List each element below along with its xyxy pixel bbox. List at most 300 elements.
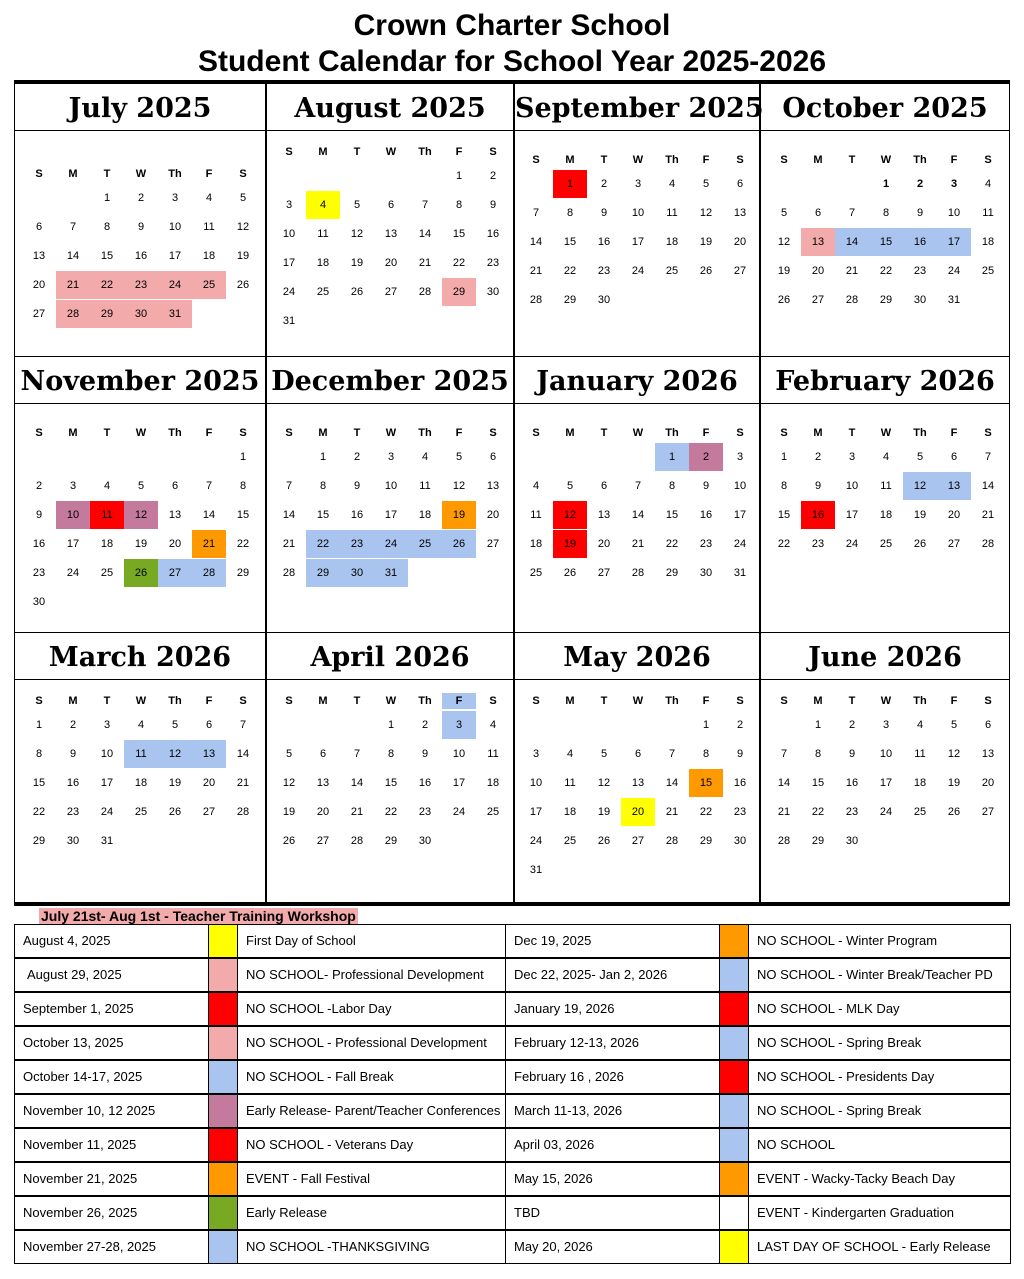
day-cell: 28 — [529, 294, 543, 306]
day-cell: 9 — [916, 207, 924, 219]
day-cell: 5 — [171, 719, 179, 731]
legend-description: NO SCHOOL - Veterans Day — [237, 1128, 506, 1162]
day-cell: 28 — [777, 835, 791, 847]
day-cell: 16 — [903, 228, 937, 256]
weekday-header: Th — [913, 427, 927, 439]
day-cell: 17 — [631, 236, 645, 248]
day-cell: 10 — [733, 480, 747, 492]
day-cell: 21 — [192, 530, 226, 558]
legend-date: February 16 , 2026 — [505, 1060, 720, 1094]
day-cell: 6 — [489, 451, 497, 463]
day-cell: 23 — [486, 257, 500, 269]
weekday-header: W — [135, 427, 147, 439]
day-cell: 26 — [124, 559, 158, 587]
day-cell: 7 — [780, 748, 788, 760]
day-cell: 15 — [563, 236, 577, 248]
day-cell: 10 — [100, 748, 114, 760]
legend-table — [14, 924, 1010, 1266]
day-cell: 18 — [316, 257, 330, 269]
weekday-header: T — [600, 427, 608, 439]
month-title: October 2025 — [761, 84, 1009, 131]
day-cell: 4 — [137, 719, 145, 731]
day-cell: 16 — [801, 501, 835, 529]
day-cell: 18 — [134, 777, 148, 789]
day-cell: 29 — [811, 835, 825, 847]
day-cell: 25 — [879, 538, 893, 550]
weekday-header: S — [239, 427, 247, 439]
calendar-title: Student Calendar for School Year 2025-2026 — [197, 45, 827, 78]
day-cell: 28 — [192, 559, 226, 587]
day-cell: 10 — [529, 777, 543, 789]
day-cell: 22 — [90, 271, 124, 299]
day-cell: 5 — [285, 748, 293, 760]
day-cell: 11 — [982, 207, 994, 219]
day-cell: 14 — [631, 509, 645, 521]
day-cell: 25 — [192, 271, 226, 299]
legend-date: Dec 19, 2025 — [505, 924, 720, 958]
day-cell: 25 — [529, 567, 543, 579]
day-cell: 18 — [665, 236, 679, 248]
legend-description: EVENT - Kindergarten Graduation — [748, 1196, 1011, 1230]
day-cell: 2 — [137, 192, 145, 204]
day-cell: 28 — [665, 835, 679, 847]
day-cell: 30 — [845, 835, 859, 847]
legend-description: NO SCHOOL - Professional Development — [237, 1026, 506, 1060]
weekday-header: S — [532, 154, 540, 166]
day-cell: 23 — [845, 806, 859, 818]
weekday-header: F — [702, 695, 710, 707]
day-cell: 28 — [56, 300, 90, 328]
day-cell: 25 — [665, 265, 679, 277]
day-cell: 23 — [32, 567, 46, 579]
weekday-header: M — [68, 427, 78, 439]
weekday-header: Th — [168, 168, 182, 180]
day-cell: 2 — [848, 719, 856, 731]
day-cell: 26 — [563, 567, 577, 579]
day-cell: 20 — [32, 279, 46, 291]
weekday-header: T — [600, 154, 608, 166]
weekday-header: W — [135, 695, 147, 707]
weekday-header: T — [848, 154, 856, 166]
legend-row — [14, 1162, 1010, 1196]
day-cell: 20 — [947, 509, 961, 521]
weekday-header: T — [103, 427, 111, 439]
day-cell: 1 — [655, 443, 689, 471]
weekday-header: F — [442, 693, 476, 709]
day-cell: 7 — [532, 207, 540, 219]
day-cell: 7 — [69, 221, 77, 233]
day-cell: 27 — [947, 538, 961, 550]
weekday-header: W — [880, 427, 892, 439]
day-cell: 2 — [814, 451, 822, 463]
day-cell: 13 — [597, 509, 611, 521]
day-cell: 30 — [66, 835, 80, 847]
day-cell: 8 — [387, 748, 395, 760]
day-cell: 9 — [814, 480, 822, 492]
weekday-header: M — [68, 695, 78, 707]
day-cell: 6 — [984, 719, 992, 731]
day-cell: 27 — [384, 286, 398, 298]
legend-row — [14, 1128, 1010, 1162]
day-cell: 19 — [282, 806, 296, 818]
day-cell: 5 — [239, 192, 247, 204]
legend-date: October 13, 2025 — [14, 1026, 209, 1060]
legend-description: NO SCHOOL - Winter Program — [748, 924, 1011, 958]
day-cell: 14 — [529, 236, 543, 248]
weekday-header: W — [632, 427, 644, 439]
school-name: Crown Charter School — [353, 9, 671, 42]
day-cell: 12 — [947, 748, 961, 760]
legend-row — [14, 992, 1010, 1026]
day-cell: 1 — [239, 451, 247, 463]
day-cell: 23 — [733, 806, 747, 818]
day-cell: 19 — [699, 236, 713, 248]
day-cell: 29 — [563, 294, 577, 306]
day-cell: 6 — [736, 178, 744, 190]
day-cell: 26 — [442, 530, 476, 558]
legend-swatch — [208, 1128, 238, 1162]
day-cell: 24 — [282, 286, 296, 298]
day-cell: 14 — [66, 250, 80, 262]
weekday-header: M — [565, 154, 575, 166]
day-cell: 9 — [848, 748, 856, 760]
weekday-header: W — [880, 695, 892, 707]
day-cell: 21 — [777, 806, 791, 818]
day-cell: 21 — [418, 257, 432, 269]
month-title: April 2026 — [267, 633, 513, 680]
legend-swatch — [719, 924, 749, 958]
day-cell: 18 — [100, 538, 114, 550]
weekday-header: F — [950, 154, 958, 166]
day-cell: 8 — [668, 480, 676, 492]
weekday-header: S — [285, 427, 293, 439]
legend-description: NO SCHOOL — [748, 1128, 1011, 1162]
legend-description: Early Release- Parent/Teacher Conferences — [237, 1094, 506, 1128]
weekday-header: Th — [418, 695, 432, 707]
month-august-2025 — [266, 84, 514, 357]
day-cell: 15 — [811, 777, 825, 789]
day-cell: 8 — [239, 480, 247, 492]
day-cell: 27 — [202, 806, 216, 818]
legend-description: NO SCHOOL - Spring Break — [748, 1026, 1011, 1060]
legend-row — [14, 924, 1010, 958]
day-cell: 4 — [916, 719, 924, 731]
day-cell: 17 — [282, 257, 296, 269]
day-cell: 13 — [384, 228, 398, 240]
weekday-header: M — [318, 695, 328, 707]
day-cell: 2 — [421, 719, 429, 731]
day-cell: 20 — [981, 777, 995, 789]
day-cell: 10 — [879, 748, 893, 760]
day-cell: 19 — [913, 509, 927, 521]
day-cell: 18 — [202, 250, 216, 262]
day-cell: 25 — [134, 806, 148, 818]
day-cell: 2 — [689, 443, 723, 471]
day-cell: 3 — [950, 178, 958, 190]
day-cell: 1 — [882, 178, 890, 190]
weekday-header: W — [385, 695, 397, 707]
day-cell: 1 — [387, 719, 395, 731]
day-cell: 22 — [879, 265, 893, 277]
weekday-header: Th — [665, 154, 679, 166]
day-cell: 14 — [202, 509, 216, 521]
day-cell: 5 — [455, 451, 463, 463]
day-cell: 26 — [168, 806, 182, 818]
day-cell: 10 — [631, 207, 645, 219]
day-cell: 16 — [134, 250, 148, 262]
day-cell: 22 — [699, 806, 713, 818]
day-cell: 28 — [845, 294, 859, 306]
day-cell: 6 — [600, 480, 608, 492]
day-cell: 4 — [668, 178, 676, 190]
month-title: August 2025 — [267, 84, 513, 131]
day-cell: 27 — [32, 308, 46, 320]
month-title: March 2026 — [15, 633, 265, 680]
day-cell: 19 — [168, 777, 182, 789]
day-cell: 12 — [282, 777, 296, 789]
legend-description: NO SCHOOL - Winter Break/Teacher PD — [748, 958, 1011, 992]
day-cell: 24 — [631, 265, 645, 277]
weekday-header: S — [285, 146, 293, 158]
day-cell: 13 — [486, 480, 500, 492]
day-cell: 4 — [489, 719, 497, 731]
day-cell: 13 — [801, 228, 835, 256]
legend-description: LAST DAY OF SCHOOL - Early Release — [748, 1230, 1011, 1264]
day-cell: 21 — [981, 509, 995, 521]
legend-row — [14, 1230, 1010, 1264]
month-march-2026 — [14, 633, 266, 906]
day-cell: 8 — [455, 199, 463, 211]
day-cell: 20 — [733, 236, 747, 248]
day-cell: 29 — [32, 835, 46, 847]
weekday-header: F — [950, 427, 958, 439]
day-cell: 23 — [418, 806, 432, 818]
day-cell: 11 — [90, 501, 124, 529]
weekday-header: Th — [913, 695, 927, 707]
day-cell: 6 — [35, 221, 43, 233]
day-cell: 31 — [733, 567, 747, 579]
day-cell: 3 — [736, 451, 744, 463]
day-cell: 11 — [530, 509, 542, 521]
day-cell: 20 — [621, 798, 655, 826]
day-cell: 29 — [442, 278, 476, 306]
weekday-header: T — [353, 146, 361, 158]
day-cell: 3 — [882, 719, 890, 731]
day-cell: 7 — [984, 451, 992, 463]
day-cell: 19 — [350, 257, 364, 269]
day-cell: 3 — [285, 199, 293, 211]
day-cell: 14 — [665, 777, 679, 789]
day-cell: 21 — [350, 806, 364, 818]
day-cell: 4 — [984, 178, 992, 190]
legend-swatch — [208, 1162, 238, 1196]
legend-row — [14, 958, 1010, 992]
legend-date: April 03, 2026 — [505, 1128, 720, 1162]
weekday-header: F — [455, 146, 463, 158]
month-december-2025 — [266, 357, 514, 633]
day-cell: 25 — [981, 265, 995, 277]
day-cell: 24 — [66, 567, 80, 579]
legend-swatch — [208, 1196, 238, 1230]
day-cell: 6 — [634, 748, 642, 760]
legend-date: August 29, 2025 — [14, 958, 209, 992]
day-cell: 18 — [563, 806, 577, 818]
day-cell: 13 — [32, 250, 46, 262]
weekday-header: F — [702, 427, 710, 439]
weekday-header: Th — [168, 695, 182, 707]
legend-swatch — [208, 1060, 238, 1094]
weekday-header: S — [780, 695, 788, 707]
day-cell: 20 — [486, 509, 500, 521]
day-cell: 15 — [100, 250, 114, 262]
day-cell: 7 — [353, 748, 361, 760]
weekday-header: Th — [665, 427, 679, 439]
day-cell: 18 — [879, 509, 893, 521]
legend-description: NO SCHOOL -Labor Day — [237, 992, 506, 1026]
legend-swatch — [208, 1094, 238, 1128]
day-cell: 1 — [702, 719, 710, 731]
legend-date: November 21, 2025 — [14, 1162, 209, 1196]
day-cell: 11 — [419, 480, 431, 492]
legend-date: September 1, 2025 — [14, 992, 209, 1026]
day-cell: 1 — [103, 192, 111, 204]
day-cell: 3 — [848, 451, 856, 463]
weekday-header: F — [455, 427, 463, 439]
day-cell: 5 — [950, 719, 958, 731]
day-cell: 27 — [316, 835, 330, 847]
day-cell: 27 — [158, 559, 192, 587]
day-cell: 16 — [845, 777, 859, 789]
day-cell: 6 — [950, 451, 958, 463]
month-june-2026 — [760, 633, 1010, 906]
day-cell: 10 — [384, 480, 398, 492]
day-cell: 14 — [350, 777, 364, 789]
day-cell: 9 — [137, 221, 145, 233]
day-cell: 26 — [350, 286, 364, 298]
month-title: December 2025 — [267, 357, 513, 404]
day-cell: 4 — [205, 192, 213, 204]
weekday-header: W — [385, 427, 397, 439]
day-cell: 30 — [418, 835, 432, 847]
day-cell: 31 — [282, 315, 296, 327]
legend-description: Early Release — [237, 1196, 506, 1230]
weekday-header: T — [848, 427, 856, 439]
month-february-2026 — [760, 357, 1010, 633]
day-cell: 17 — [937, 228, 971, 256]
day-cell: 15 — [689, 769, 723, 797]
day-cell: 4 — [532, 480, 540, 492]
weekday-header: T — [353, 695, 361, 707]
weekday-header: S — [532, 695, 540, 707]
day-cell: 4 — [882, 451, 890, 463]
day-cell: 2 — [353, 451, 361, 463]
day-cell: 31 — [100, 835, 114, 847]
day-cell: 27 — [631, 835, 645, 847]
day-cell: 24 — [733, 538, 747, 550]
weekday-header: Th — [418, 427, 432, 439]
day-cell: 18 — [418, 509, 432, 521]
day-cell: 12 — [903, 472, 937, 500]
day-cell: 30 — [733, 835, 747, 847]
month-title: November 2025 — [15, 357, 265, 404]
calendar-grid — [14, 80, 1010, 906]
day-cell: 19 — [597, 806, 611, 818]
weekday-header: M — [565, 695, 575, 707]
day-cell: 16 — [350, 509, 364, 521]
day-cell: 29 — [665, 567, 679, 579]
day-cell: 27 — [733, 265, 747, 277]
day-cell: 30 — [913, 294, 927, 306]
day-cell: 9 — [702, 480, 710, 492]
legend-row — [14, 1060, 1010, 1094]
day-cell: 11 — [564, 777, 576, 789]
day-cell: 3 — [532, 748, 540, 760]
day-cell: 5 — [566, 480, 574, 492]
weekday-header: Th — [665, 695, 679, 707]
day-cell: 30 — [597, 294, 611, 306]
month-september-2025 — [514, 84, 764, 357]
day-cell: 7 — [285, 480, 293, 492]
day-cell: 27 — [981, 806, 995, 818]
day-cell: 11 — [487, 748, 499, 760]
day-cell: 30 — [486, 286, 500, 298]
day-cell: 4 — [566, 748, 574, 760]
weekday-header: S — [35, 427, 43, 439]
day-cell: 6 — [814, 207, 822, 219]
day-cell: 8 — [702, 748, 710, 760]
legend-description: EVENT - Fall Festival — [237, 1162, 506, 1196]
legend-date: January 19, 2026 — [505, 992, 720, 1026]
day-cell: 25 — [316, 286, 330, 298]
day-cell: 17 — [384, 509, 398, 521]
day-cell: 13 — [733, 207, 747, 219]
legend-date: November 10, 12 2025 — [14, 1094, 209, 1128]
day-cell: 9 — [736, 748, 744, 760]
day-cell: 1 — [553, 170, 587, 198]
day-cell: 3 — [69, 480, 77, 492]
legend-description: NO SCHOOL - MLK Day — [748, 992, 1011, 1026]
day-cell: 28 — [981, 538, 995, 550]
legend-swatch — [719, 1230, 749, 1264]
day-cell: 24 — [100, 806, 114, 818]
day-cell: 5 — [353, 199, 361, 211]
weekday-header: S — [984, 695, 992, 707]
legend-description: EVENT - Wacky-Tacky Beach Day — [748, 1162, 1011, 1196]
day-cell: 12 — [158, 740, 192, 768]
day-cell: 17 — [100, 777, 114, 789]
day-cell: 1 — [780, 451, 788, 463]
legend-description: NO SCHOOL - Fall Break — [237, 1060, 506, 1094]
legend-swatch — [208, 992, 238, 1026]
day-cell: 30 — [32, 596, 46, 608]
day-cell: 15 — [32, 777, 46, 789]
weekday-header: S — [489, 695, 497, 707]
legend-description: NO SCHOOL - Presidents Day — [748, 1060, 1011, 1094]
weekday-header: M — [68, 168, 78, 180]
day-cell: 9 — [489, 199, 497, 211]
day-cell: 9 — [421, 748, 429, 760]
day-cell: 12 — [236, 221, 250, 233]
legend-swatch — [719, 992, 749, 1026]
month-october-2025 — [760, 84, 1010, 357]
day-cell: 21 — [56, 271, 90, 299]
day-cell: 3 — [103, 719, 111, 731]
weekday-header: F — [205, 427, 213, 439]
day-cell: 4 — [103, 480, 111, 492]
day-cell: 2 — [600, 178, 608, 190]
day-cell: 15 — [665, 509, 679, 521]
day-cell: 11 — [203, 221, 215, 233]
